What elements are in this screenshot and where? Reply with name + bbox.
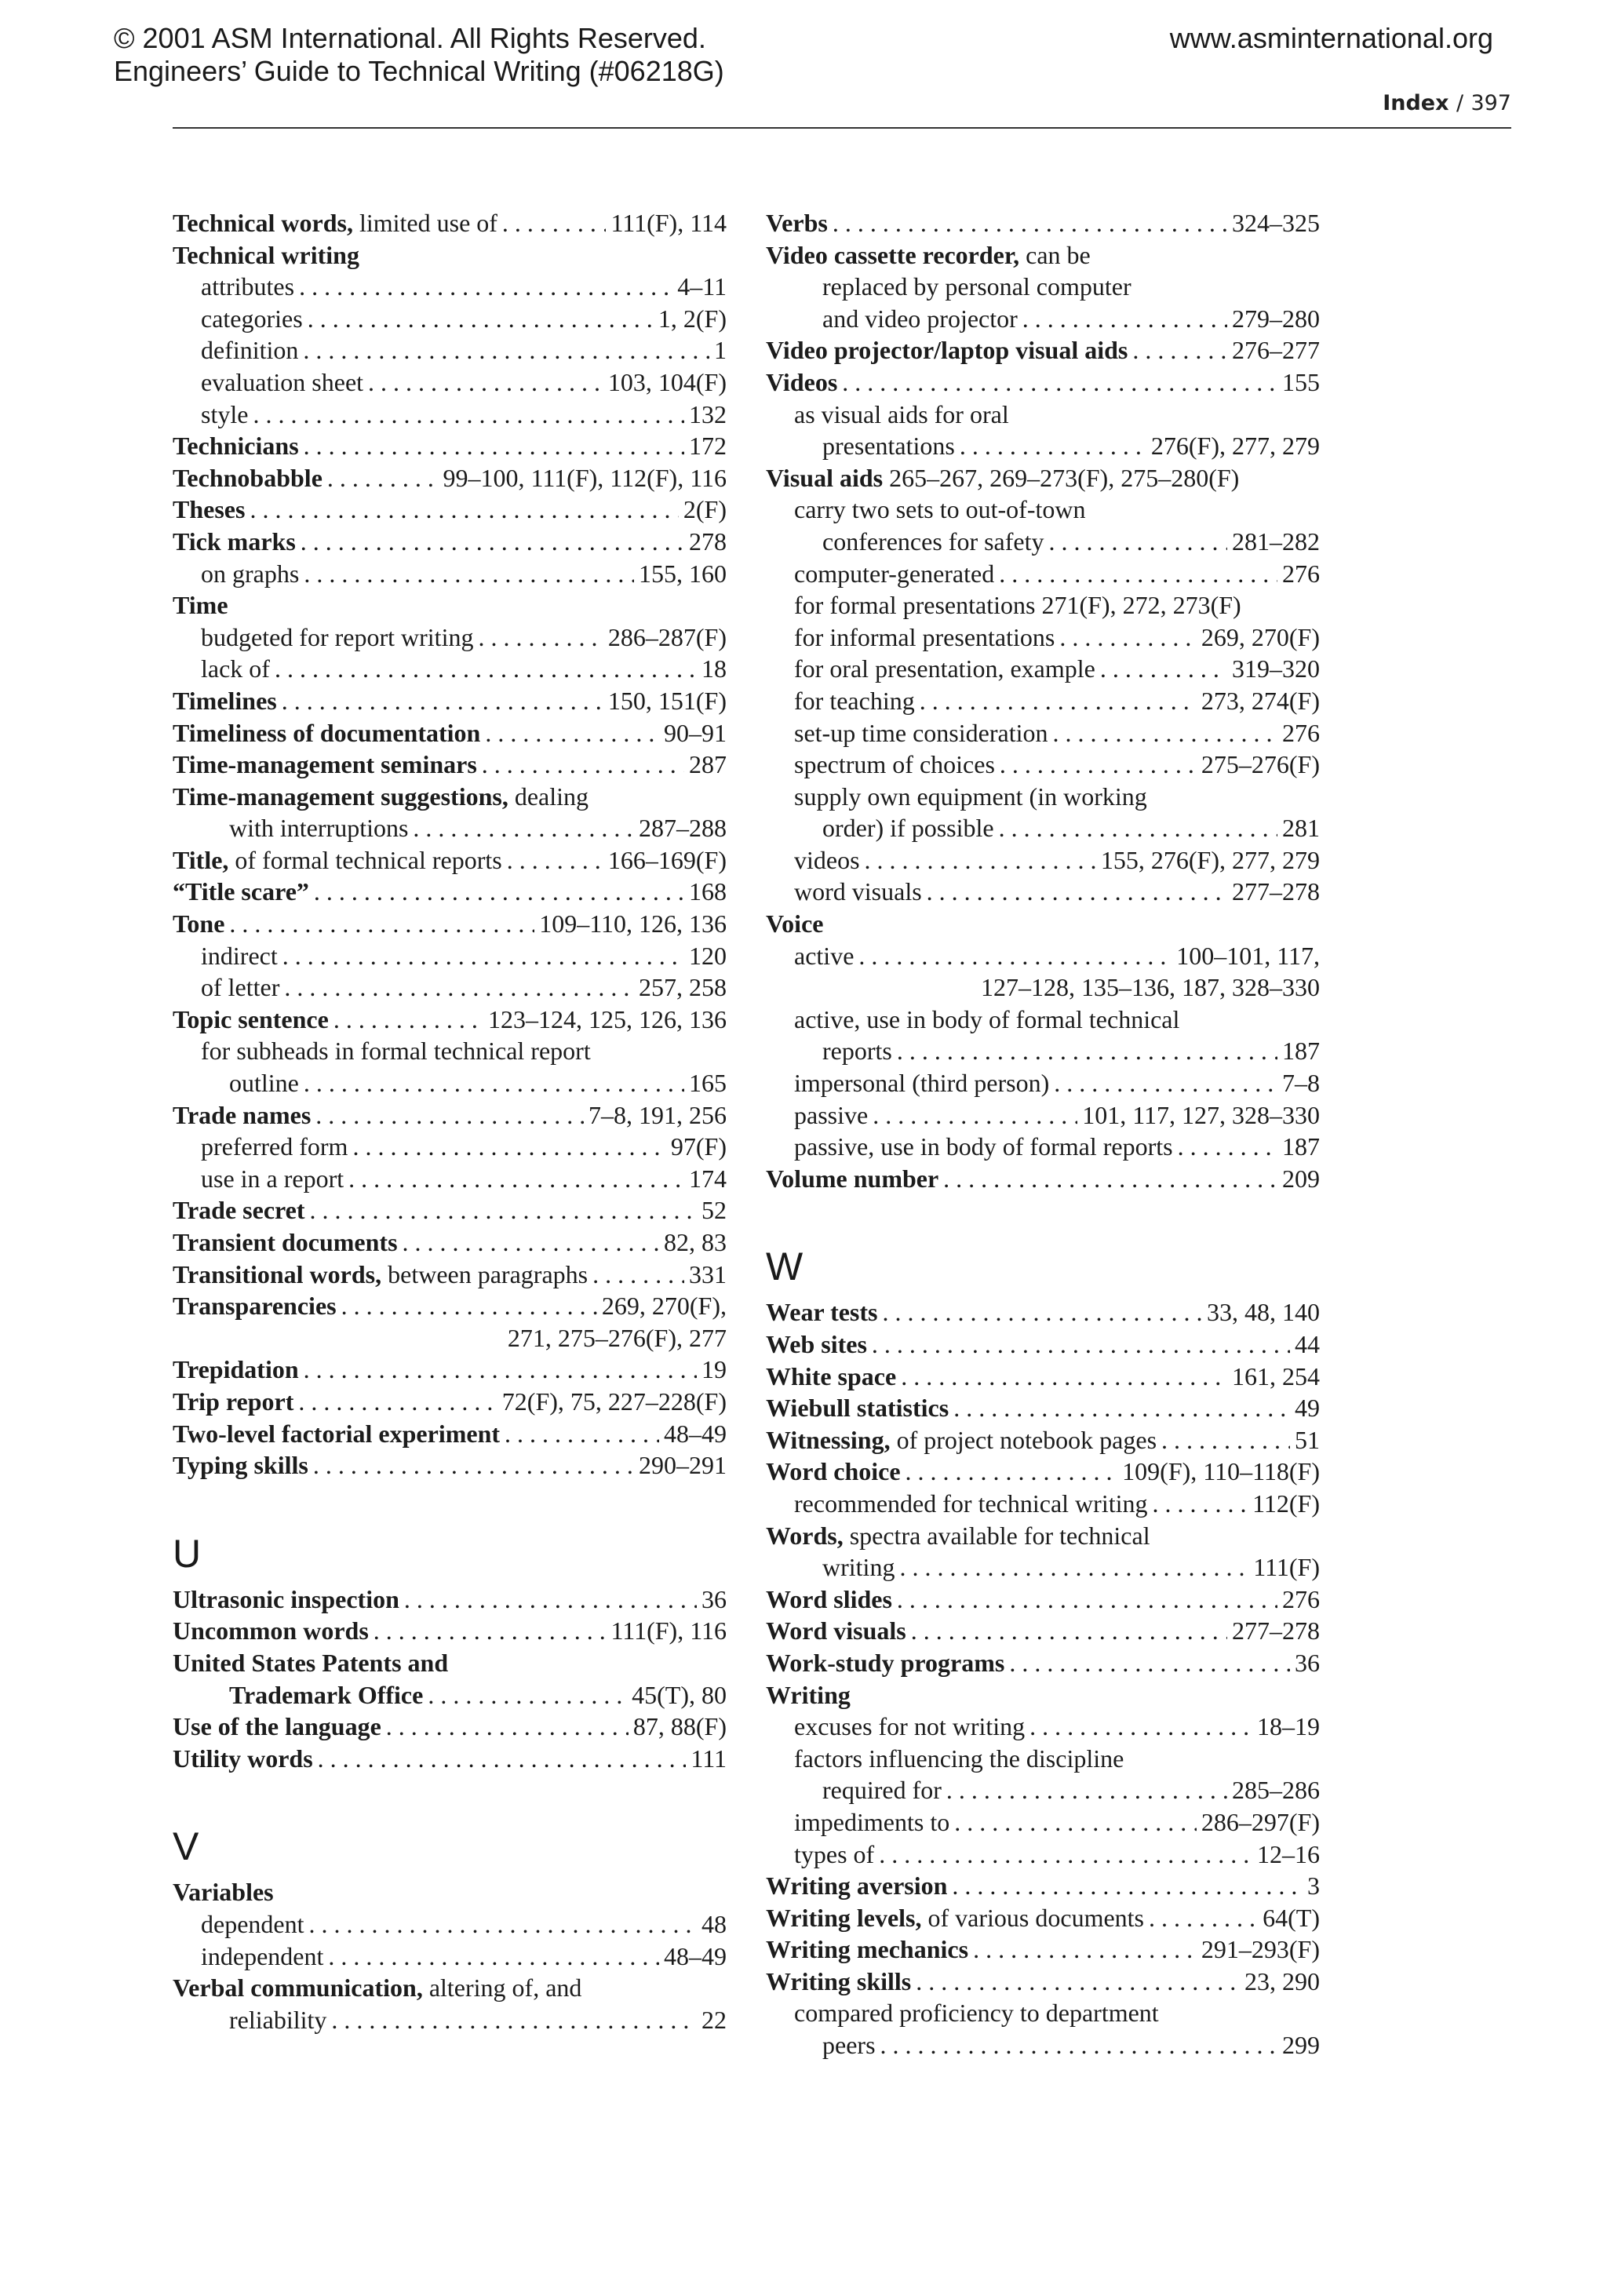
index-entry: Utility words . . . 111 xyxy=(173,1743,727,1775)
section-gap xyxy=(173,1481,727,1524)
index-subentry: Trademark Office . . . 45(T), 80 xyxy=(173,1679,727,1711)
index-entry: Technobabble . . . 99–100, 111(F), 112(F), 116 xyxy=(173,462,727,494)
index-subentry: style . . . 132 xyxy=(173,399,727,431)
index-subentry: word visuals . . . 277–278 xyxy=(766,876,1320,908)
running-head xyxy=(1383,91,1511,115)
index-entry: Verbs . . . 324–325 xyxy=(766,207,1320,239)
index-entry: Work-study programs . . . 36 xyxy=(766,1647,1320,1679)
index-entry: Variables xyxy=(173,1878,274,1907)
index-entry: White space . . . 161, 254 xyxy=(766,1361,1320,1393)
copyright-line: © 2001 ASM International. All Rights Reserved. xyxy=(114,22,706,54)
index-subentry: factors influencing the discipline xyxy=(794,1744,1124,1773)
index-entry: Transient documents . . . 82, 83 xyxy=(173,1226,727,1259)
index-entry: Web sites . . . 44 xyxy=(766,1328,1320,1361)
running-head-separator: / xyxy=(1456,91,1464,115)
index-column-right xyxy=(766,207,1320,2061)
index-subentry: definition . . . 1 xyxy=(173,334,727,366)
index-entry: Title, of formal technical reports . . . 166–169(F) xyxy=(173,844,727,876)
index-subentry: for teaching . . . 273, 274(F) xyxy=(766,685,1320,717)
index-subentry: as visual aids for oral xyxy=(794,399,1009,428)
index-entry: United States Patents and xyxy=(173,1648,449,1677)
index-subentry: recommended for technical writing . . . 112(F) xyxy=(766,1488,1320,1520)
book-title-line: Engineers’ Guide to Technical Writing (#06218G) xyxy=(114,55,724,87)
header-rule xyxy=(173,127,1511,129)
index-entry: Ultrasonic inspection . . . 36 xyxy=(173,1584,727,1616)
index-subentry: categories . . . 1, 2(F) xyxy=(173,303,727,335)
index-subentry: presentations . . . 276(F), 277, 279 xyxy=(766,430,1320,462)
index-entry: Writing aversion . . . 3 xyxy=(766,1870,1320,1902)
index-subentry: computer-generated . . . 276 xyxy=(766,558,1320,590)
index-entry: Transitional words, between paragraphs . . . 331 xyxy=(173,1259,727,1291)
index-entry: Visual aids 265–267, 269–273(F), 275–280(F) xyxy=(766,463,1240,492)
index-subentry: videos . . . 155, 276(F), 277, 279 xyxy=(766,844,1320,876)
index-subentry: for subheads in formal technical report xyxy=(201,1037,591,1066)
index-subentry: compared proficiency to department xyxy=(794,1999,1159,2028)
index-subentry: impersonal (third person) . . . 7–8 xyxy=(766,1067,1320,1099)
index-entry: Trade secret . . . 52 xyxy=(173,1194,727,1226)
running-head-section: Index xyxy=(1383,91,1449,115)
index-subentry: carry two sets to out-of-town xyxy=(794,495,1086,524)
index-entry: Wear tests . . . 33, 48, 140 xyxy=(766,1296,1320,1328)
index-entry: Time-management suggestions, dealing xyxy=(173,782,589,811)
section-gap xyxy=(766,1194,1320,1237)
index-entry: Volume number . . . 209 xyxy=(766,1163,1320,1195)
index-subentry: spectrum of choices . . . 275–276(F) xyxy=(766,749,1320,781)
index-entry: “Title scare” . . . 168 xyxy=(173,876,727,908)
index-subentry: active . . . 100–101, 117, xyxy=(766,940,1320,972)
index-subentry: independent . . . 48–49 xyxy=(173,1941,727,1973)
index-subentry: conferences for safety . . . 281–282 xyxy=(766,526,1320,558)
index-subentry: and video projector . . . 279–280 xyxy=(766,303,1320,335)
index-continuation: 127–128, 135–136, 187, 328–330 xyxy=(981,973,1320,1002)
index-subentry: attributes . . . 4–11 xyxy=(173,271,727,303)
index-entry: Technical writing xyxy=(173,240,359,269)
section-letter-w: W xyxy=(766,1245,804,1289)
index-entry: Writing mechanics . . . 291–293(F) xyxy=(766,1933,1320,1966)
index-subentry: passive . . . 101, 117, 127, 328–330 xyxy=(766,1099,1320,1132)
index-entry: Timeliness of documentation . . . 90–91 xyxy=(173,717,727,749)
copyright-notice xyxy=(114,22,724,88)
index-subentry: for informal presentations . . . 269, 270(F) xyxy=(766,621,1320,654)
index-subentry: for formal presentations 271(F), 272, 273(F) xyxy=(794,591,1241,620)
index-entry: Writing levels, of various documents . . . 64(T) xyxy=(766,1902,1320,1934)
index-entry: Words, spectra available for technical xyxy=(766,1521,1150,1550)
index-subentry: supply own equipment (in working xyxy=(794,782,1147,811)
index-column-left xyxy=(173,207,727,2035)
index-subentry: reports . . . 187 xyxy=(766,1035,1320,1067)
index-entry: Use of the language . . . 87, 88(F) xyxy=(173,1711,727,1743)
index-subentry: preferred form . . . 97(F) xyxy=(173,1131,727,1163)
website-url[interactable]: www.asminternational.org xyxy=(1169,22,1493,54)
index-subentry: indirect . . . 120 xyxy=(173,940,727,972)
index-entry: Video cassette recorder, can be xyxy=(766,240,1091,269)
section-letter-v: V xyxy=(173,1824,199,1869)
index-subentry: of letter . . . 257, 258 xyxy=(173,971,727,1004)
index-entry: Writing xyxy=(766,1680,851,1709)
index-entry: Theses . . . 2(F) xyxy=(173,494,727,526)
index-entry: Timelines . . . 150, 151(F) xyxy=(173,685,727,717)
index-entry: Two-level factorial experiment . . . 48–49 xyxy=(173,1418,727,1450)
index-subentry: writing . . . 111(F) xyxy=(766,1551,1320,1584)
index-entry: Verbal communication, altering of, and xyxy=(173,1973,582,2003)
index-entry: Trade names . . . 7–8, 191, 256 xyxy=(173,1099,727,1132)
index-subentry: outline . . . 165 xyxy=(173,1067,727,1099)
index-subentry: active, use in body of formal technical xyxy=(794,1004,1180,1033)
page-number: 397 xyxy=(1470,91,1511,115)
index-entry: Uncommon words . . . 111(F), 116 xyxy=(173,1615,727,1647)
index-entry: Videos . . . 155 xyxy=(766,366,1320,399)
index-entry: Trepidation . . . 19 xyxy=(173,1354,727,1386)
index-subentry: types of . . . 12–16 xyxy=(766,1839,1320,1871)
index-entry: Video projector/laptop visual aids . . . 276–277 xyxy=(766,334,1320,366)
index-entry: Word choice . . . 109(F), 110–118(F) xyxy=(766,1456,1320,1488)
index-subentry: with interruptions . . . 287–288 xyxy=(173,812,727,844)
index-entry: Typing skills . . . 290–291 xyxy=(173,1449,727,1481)
index-entry: Wiebull statistics . . . 49 xyxy=(766,1392,1320,1424)
index-entry: Voice xyxy=(766,909,824,938)
index-subentry: impediments to . . . 286–297(F) xyxy=(766,1806,1320,1839)
index-subentry: peers . . . 299 xyxy=(766,2029,1320,2061)
index-subentry: for oral presentation, example . . . 319–320 xyxy=(766,653,1320,685)
index-subentry: passive, use in body of formal reports . . . 187 xyxy=(766,1131,1320,1163)
index-entry: Time xyxy=(173,591,228,620)
index-subentry: excuses for not writing . . . 18–19 xyxy=(766,1711,1320,1743)
index-subentry: budgeted for report writing . . . 286–287(F) xyxy=(173,621,727,654)
index-subentry: evaluation sheet . . . 103, 104(F) xyxy=(173,366,727,399)
index-subentry: dependent . . . 48 xyxy=(173,1908,727,1941)
index-entry: Time-management seminars . . . 287 xyxy=(173,749,727,781)
index-entry: Witnessing, of project notebook pages . . . 51 xyxy=(766,1424,1320,1456)
index-entry: Technicians . . . 172 xyxy=(173,430,727,462)
index-subentry: replaced by personal computer xyxy=(822,272,1131,301)
index-entry: Word visuals . . . 277–278 xyxy=(766,1615,1320,1647)
index-entry: Tone . . . 109–110, 126, 136 xyxy=(173,908,727,940)
index-subentry: lack of . . . 18 xyxy=(173,653,727,685)
index-entry: Trip report . . . 72(F), 75, 227–228(F) xyxy=(173,1386,727,1418)
index-subentry: order) if possible . . . 281 xyxy=(766,812,1320,844)
index-subentry: set-up time consideration . . . 276 xyxy=(766,717,1320,749)
index-continuation: 271, 275–276(F), 277 xyxy=(507,1323,727,1352)
index-subentry: required for . . . 285–286 xyxy=(766,1774,1320,1806)
section-gap xyxy=(173,1774,727,1817)
index-subentry: on graphs . . . 155, 160 xyxy=(173,558,727,590)
index-subentry: reliability . . . 22 xyxy=(173,2004,727,2036)
index-entry: Transparencies . . . 269, 270(F), xyxy=(173,1290,727,1322)
index-entry: Word slides . . . 276 xyxy=(766,1584,1320,1616)
index-entry: Writing skills . . . 23, 290 xyxy=(766,1966,1320,1998)
index-entry: Technical words, limited use of . . . 111(F), 114 xyxy=(173,207,727,239)
index-entry: Tick marks . . . 278 xyxy=(173,526,727,558)
index-subentry: use in a report . . . 174 xyxy=(173,1163,727,1195)
index-entry: Topic sentence . . . 123–124, 125, 126, 136 xyxy=(173,1004,727,1036)
section-letter-u: U xyxy=(173,1531,202,1576)
